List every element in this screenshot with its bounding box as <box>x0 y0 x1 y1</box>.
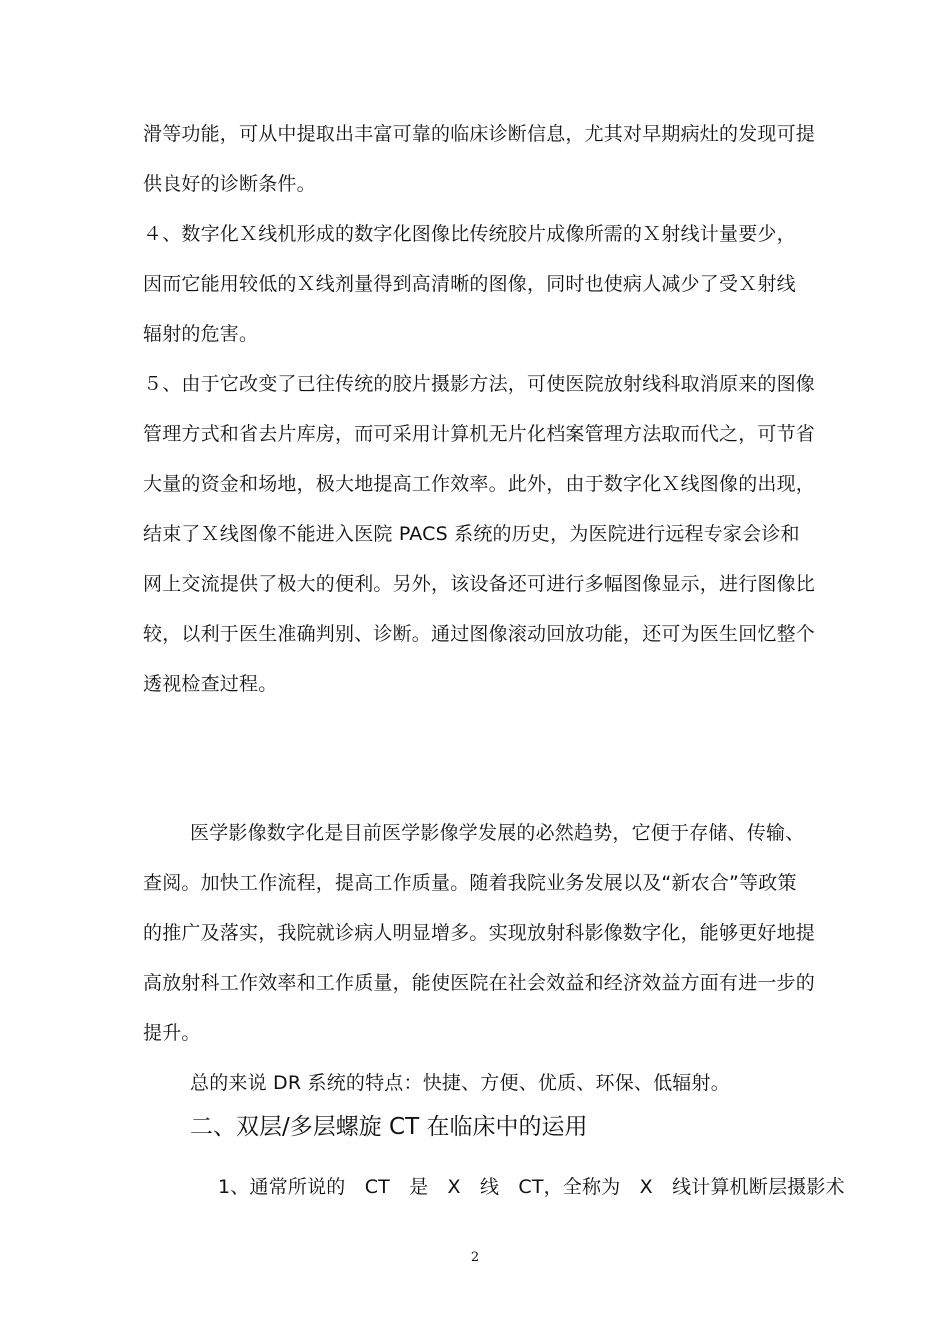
body-line: 总的来说 DR 系统的特点：快捷、方便、优质、环保、低辐射。 <box>190 1072 730 1094</box>
body-line: 提升。 <box>143 1022 201 1044</box>
body-line: 1、通常所说的 CT 是 X 线 CT，全称为 X 线计算机断层摄影术 <box>218 1176 845 1198</box>
body-line: 大量的资金和场地，极大地提高工作效率。此外，由于数字化Ｘ线图像的出现， <box>143 473 816 495</box>
section-heading: 二、双层/多层螺旋 CT 在临床中的运用 <box>190 1114 588 1140</box>
body-line: ５、由于它改变了已往传统的胶片摄影方法，可使医院放射线科取消原来的图像 <box>143 373 816 395</box>
body-line: 较，以利于医生准确判别、诊断。通过图像滚动回放功能，还可为医生回忆整个 <box>143 623 816 645</box>
body-line: 因而它能用较低的Ｘ线剂量得到高清晰的图像，同时也使病人减少了受Ｘ射线 <box>143 273 796 295</box>
body-line: ４、数字化Ｘ线机形成的数字化图像比传统胶片成像所需的Ｘ射线计量要少， <box>143 223 796 245</box>
page-number: 2 <box>470 1250 480 1265</box>
body-line: 管理方式和省去片库房，而可采用计算机无片化档案管理方法取而代之，可节省 <box>143 423 816 445</box>
body-line: 医学影像数字化是目前医学影像学发展的必然趋势，它便于存储、传输、 <box>190 822 805 844</box>
body-line: 结束了Ｘ线图像不能进入医院 PACS 系统的历史，为医院进行远程专家会诊和 <box>143 523 800 545</box>
body-line: 辐射的危害。 <box>143 323 259 345</box>
body-line: 高放射科工作效率和工作质量，能使医院在社会效益和经济效益方面有进一步的 <box>143 972 816 994</box>
body-line: 网上交流提供了极大的便利。另外，该设备还可进行多幅图像显示，进行图像比 <box>143 573 816 595</box>
body-line: 查阅。加快工作流程，提高工作质量。随着我院业务发展以及“新农合”等政策 <box>143 872 797 894</box>
body-line: 供良好的诊断条件。 <box>143 173 316 195</box>
body-line: 的推广及落实，我院就诊病人明显增多。实现放射科影像数字化，能够更好地提 <box>143 922 816 944</box>
body-line: 透视检查过程。 <box>143 673 278 695</box>
body-line: 滑等功能，可从中提取出丰富可靠的临床诊断信息，尤其对早期病灶的发现可提 <box>143 123 816 145</box>
